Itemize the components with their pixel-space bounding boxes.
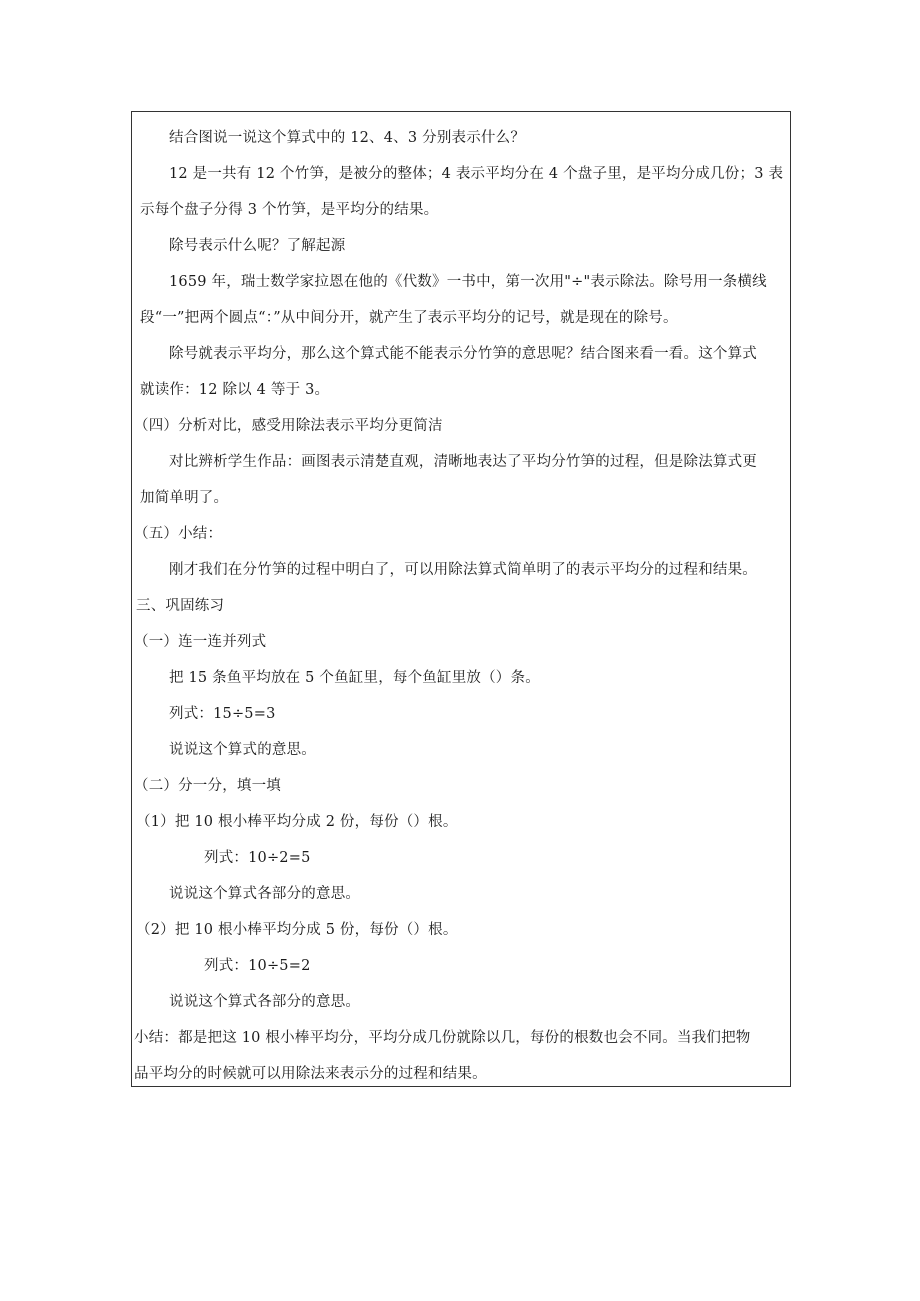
text-line: 加简单明了。 (140, 490, 229, 506)
text-line: 说说这个算式各部分的意思。 (169, 994, 361, 1010)
text-line: 1659 年，瑞士数学家拉恩在他的《代数》一书中，第一次用"÷"表示除法。除号用一条横线 (169, 274, 767, 290)
text-line: 除号就表示平均分，那么这个算式能不能表示分竹笋的意思呢？结合图来看一看。这个算式 (169, 346, 757, 362)
text-line: 说说这个算式的意思。 (169, 742, 316, 758)
section-heading: （二）分一分，填一填 (134, 778, 281, 794)
text-line: 结合图说一说这个算式中的 12、4、3 分别表示什么？ (169, 130, 526, 146)
text-line: 除号表示什么呢？了解起源 (169, 238, 346, 254)
text-line: 刚才我们在分竹笋的过程中明白了，可以用除法算式简单明了的表示平均分的过程和结果。 (169, 562, 757, 578)
lesson-table-cell (131, 111, 791, 1087)
text-line: 说说这个算式各部分的意思。 (169, 886, 361, 902)
section-heading: （四）分析对比，感受用除法表示平均分更简洁 (134, 418, 443, 434)
formula-line: 列式：15÷5=3 (169, 706, 276, 722)
section-heading: （一）连一连并列式 (134, 634, 267, 650)
formula-line: 列式：10÷2=5 (204, 850, 311, 866)
text-line: 示每个盘子分得 3 个竹笋，是平均分的结果。 (140, 202, 439, 218)
text-line: 段“一”把两个圆点“：”从中间分开，就产生了表示平均分的记号，就是现在的除号。 (140, 310, 678, 326)
summary-line: 品平均分的时候就可以用除法来表示分的过程和结果。 (134, 1066, 487, 1082)
section-heading: 三、巩固练习 (136, 598, 225, 614)
text-line: 12 是一共有 12 个竹笋，是被分的整体；4 表示平均分在 4 个盘子里，是平均分成几份；3 表 (169, 166, 784, 182)
formula-line: 列式：10÷5=2 (204, 958, 311, 974)
summary-line: 小结：都是把这 10 根小棒平均分，平均分成几份就除以几，每份的根数也会不同。当我们把物 (134, 1030, 751, 1046)
exercise-item: （2）把 10 根小棒平均分成 5 份，每份（）根。 (136, 922, 458, 938)
section-heading: （五）小结： (134, 526, 223, 542)
text-line: 就读作：12 除以 4 等于 3。 (140, 382, 330, 398)
exercise-item: （1）把 10 根小棒平均分成 2 份，每份（）根。 (136, 814, 458, 830)
text-line: 把 15 条鱼平均放在 5 个鱼缸里，每个鱼缸里放（）条。 (169, 670, 540, 686)
text-line: 对比辨析学生作品：画图表示清楚直观，清晰地表达了平均分竹笋的过程，但是除法算式更 (169, 454, 757, 470)
